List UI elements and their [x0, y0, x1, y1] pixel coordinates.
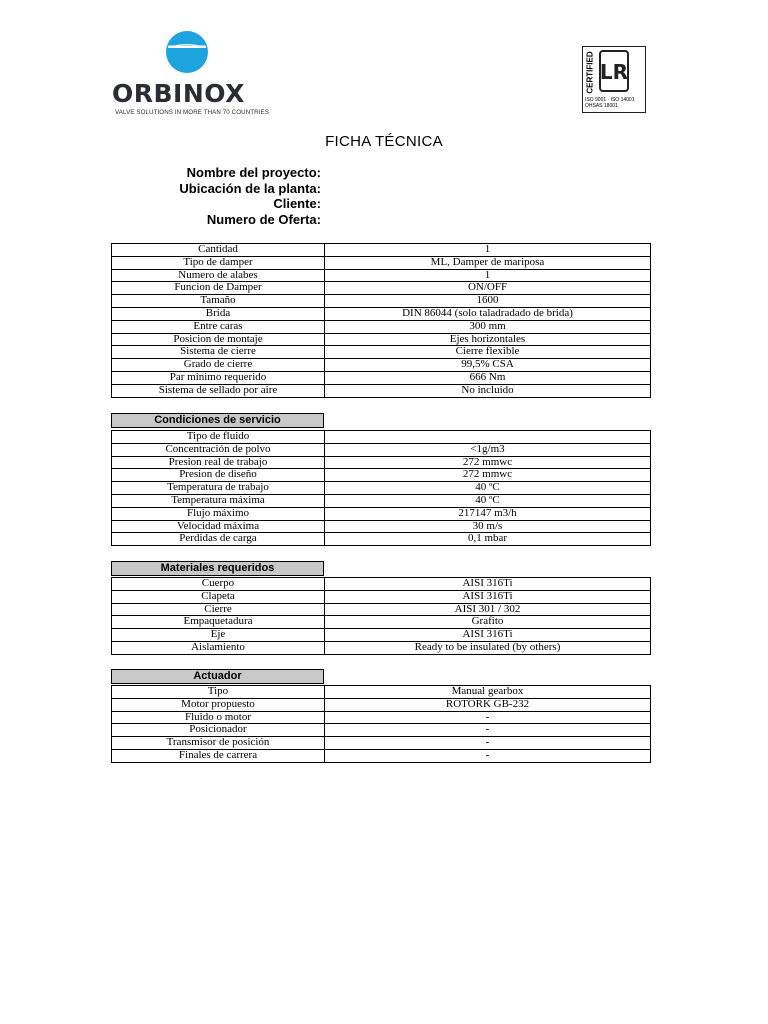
- spec-label: Tipo de damper: [112, 256, 325, 269]
- table-row: [112, 282, 651, 295]
- table-row: [112, 641, 651, 654]
- spec-value: DIN 86044 (solo taladradado de brida): [325, 307, 651, 320]
- table-row: [112, 578, 651, 591]
- spec-label: Flujo máximo: [112, 507, 325, 520]
- spec-value: AISI 301 / 302: [325, 603, 651, 616]
- table-row: [112, 431, 651, 444]
- spec-label: Cuerpo: [112, 578, 325, 591]
- spec-label: Fluido o motor: [112, 711, 325, 724]
- spec-label: Sistema de cierre: [112, 346, 325, 359]
- spec-label: Cantidad: [112, 244, 325, 257]
- table-row: [112, 686, 651, 699]
- spec-value: No incluido: [325, 384, 651, 397]
- spec-value: Ejes horizontales: [325, 333, 651, 346]
- spec-label: Tipo de fluido: [112, 431, 325, 444]
- spec-label: Motor propuesto: [112, 698, 325, 711]
- table-row: [112, 333, 651, 346]
- spec-value: 1: [325, 244, 651, 257]
- table-row: [112, 603, 651, 616]
- table-row: [112, 533, 651, 546]
- actuator-section-header: Actuador: [111, 669, 324, 684]
- table-row: [112, 698, 651, 711]
- brand-tagline: VALVE SOLUTIONS IN MORE THAN 70 COUNTRIES: [115, 109, 270, 116]
- service-conditions-table: [111, 430, 651, 546]
- field-offer-number: Numero de Oferta:: [206, 211, 321, 227]
- spec-label: Temperatura máxima: [112, 494, 325, 507]
- spec-value: ML, Damper de mariposa: [325, 256, 651, 269]
- table-row: [112, 384, 651, 397]
- spec-label: Eje: [112, 629, 325, 642]
- table-row: [112, 520, 651, 533]
- table-row: [112, 494, 651, 507]
- spec-label: Temperatura de trabajo: [112, 482, 325, 495]
- spec-value: AISI 316Ti: [325, 590, 651, 603]
- table-row: [112, 456, 651, 469]
- table-row: [112, 724, 651, 737]
- spec-value: ROTORK GB-232: [325, 698, 651, 711]
- spec-label: Perdidas de carga: [112, 533, 325, 546]
- spec-label: Numero de alabes: [112, 269, 325, 282]
- spec-value: 40 ºC: [325, 494, 651, 507]
- table-row: [112, 269, 651, 282]
- service-section-header: Condiciones de servicio: [111, 413, 324, 428]
- spec-label: Posicionador: [112, 724, 325, 737]
- materials-section-header: Materiales requeridos: [111, 561, 324, 576]
- materials-table: [111, 577, 651, 655]
- table-row: [112, 307, 651, 320]
- spec-value: 272 mmwc: [325, 469, 651, 482]
- spec-value: AISI 316Ti: [325, 578, 651, 591]
- spec-label: Tipo: [112, 686, 325, 699]
- spec-value: 30 m/s: [325, 520, 651, 533]
- spec-label: Brida: [112, 307, 325, 320]
- field-project-name: Nombre del proyecto:: [186, 165, 321, 180]
- table-row: [112, 507, 651, 520]
- orbinox-logo: [112, 30, 270, 120]
- actuator-table: [111, 685, 651, 763]
- field-plant-location: Ubicación de la planta:: [179, 180, 321, 196]
- svg-text:LR: LR: [599, 60, 629, 84]
- general-spec-table: [111, 243, 651, 398]
- table-row: [112, 346, 651, 359]
- spec-value: 99,5% CSA: [325, 359, 651, 372]
- spec-value: 40 ºC: [325, 482, 651, 495]
- spec-value: Manual gearbox: [325, 686, 651, 699]
- spec-label: Par minimo requerido: [112, 371, 325, 384]
- spec-value: AISI 316Ti: [325, 629, 651, 642]
- orbinox-sphere-icon: [165, 30, 209, 74]
- field-client: Cliente:: [273, 196, 321, 211]
- certified-label: CERTIFIED: [585, 51, 595, 94]
- spec-label: Transmisor de posición: [112, 737, 325, 750]
- spec-value: Grafito: [325, 616, 651, 629]
- spec-label: Finales de carrera: [112, 749, 325, 762]
- spec-label: Posicion de montaje: [112, 333, 325, 346]
- spec-value: -: [325, 749, 651, 762]
- spec-value: -: [325, 737, 651, 750]
- spec-value: -: [325, 711, 651, 724]
- spec-label: Grado de cierre: [112, 359, 325, 372]
- table-row: [112, 295, 651, 308]
- spec-value: 272 mmwc: [325, 456, 651, 469]
- table-row: [112, 469, 651, 482]
- table-row: [112, 443, 651, 456]
- spec-value: <1g/m3: [325, 443, 651, 456]
- spec-label: Sistema de sellado por aire: [112, 384, 325, 397]
- spec-label: Aislamiento: [112, 641, 325, 654]
- spec-value: 1600: [325, 295, 651, 308]
- table-row: [112, 256, 651, 269]
- spec-label: Presion de diseño: [112, 469, 325, 482]
- table-row: [112, 482, 651, 495]
- project-header-fields: [150, 165, 321, 227]
- lr-mark-icon: [599, 50, 629, 92]
- spec-value: [325, 431, 651, 444]
- spec-label: Presion real de trabajo: [112, 456, 325, 469]
- table-row: [112, 616, 651, 629]
- table-row: [112, 320, 651, 333]
- spec-value: 300 mm: [325, 320, 651, 333]
- table-row: [112, 629, 651, 642]
- spec-value: ON/OFF: [325, 282, 651, 295]
- table-row: [112, 590, 651, 603]
- certification-badge: [582, 46, 646, 113]
- spec-label: Tamaño: [112, 295, 325, 308]
- table-row: [112, 749, 651, 762]
- cert-standards: ISO 9001 · ISO 14001 OHSAS 18001: [585, 97, 635, 109]
- spec-value: 1: [325, 269, 651, 282]
- spec-value: 0,1 mbar: [325, 533, 651, 546]
- table-row: [112, 359, 651, 372]
- spec-label: Velocidad máxima: [112, 520, 325, 533]
- spec-value: 666 Nm: [325, 371, 651, 384]
- spec-value: 217147 m3/h: [325, 507, 651, 520]
- table-row: [112, 737, 651, 750]
- brand-name: ORBINOX: [112, 79, 245, 108]
- spec-label: Cierre: [112, 603, 325, 616]
- spec-label: Funcion de Damper: [112, 282, 325, 295]
- spec-label: Concentración de polvo: [112, 443, 325, 456]
- spec-label: Clapeta: [112, 590, 325, 603]
- spec-value: Cierre flexible: [325, 346, 651, 359]
- page-title: FICHA TÉCNICA: [325, 133, 443, 150]
- spec-value: -: [325, 724, 651, 737]
- spec-value: Ready to be insulated (by others): [325, 641, 651, 654]
- table-row: [112, 371, 651, 384]
- table-row: [112, 244, 651, 257]
- table-row: [112, 711, 651, 724]
- spec-label: Empaquetadura: [112, 616, 325, 629]
- spec-label: Entre caras: [112, 320, 325, 333]
